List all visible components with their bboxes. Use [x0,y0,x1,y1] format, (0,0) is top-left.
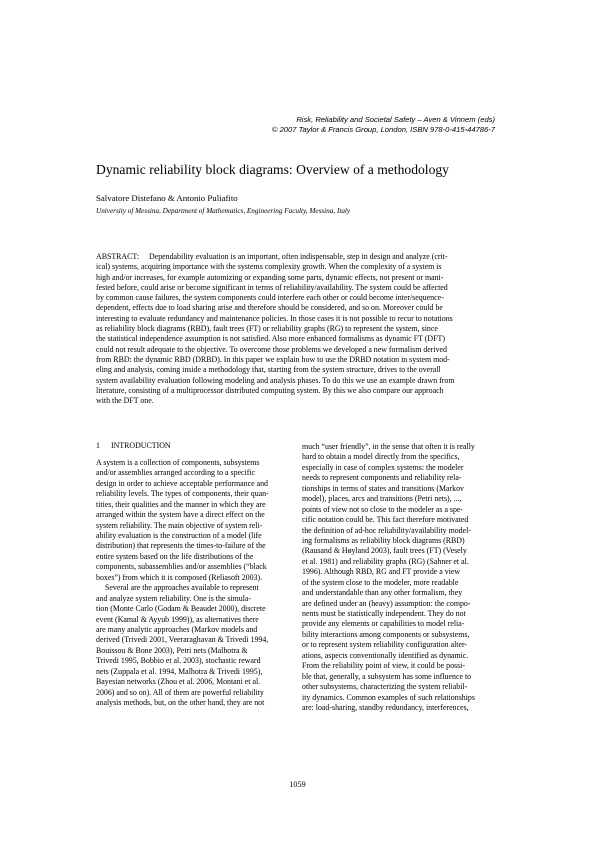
abstract-line: could not result adequate to the objective. To overcome those problems we developed a new formalism derived [96,344,447,354]
body-text-line: points of view not so close to the modeler as a spe- [302,504,464,514]
left-column-body [96,458,290,709]
running-header [272,115,495,135]
abstract [96,252,500,406]
body-text-line: system reliability. The main objective of system reli- [96,520,263,530]
body-text-line: and understandable than any other formalism, they [302,588,463,598]
body-text-line: bility interactions among components or subsystems, [302,629,470,639]
body-text-line: nents must be statistically independent. They do not [302,609,466,618]
abstract-line: ical) systems, acquiring importance with the systems complexity growth. When the complexity of a system is [96,262,442,272]
header-line-2: © 2007 Taylor & Francis Group, London, ISBN 978-0-415-44786-7 [271,125,495,134]
body-text-line: reliability levels. The types of components, their quan- [96,489,269,499]
abstract-text: Dependability evaluation is an important, often indispensable, step in design and analyze (crit- [149,252,448,261]
abstract-line: dependent, effects due to load sharing arise and therefore should be considered, and so on. Moreover could be [96,303,443,313]
body-text-line: Bayesian networks (Zhou et al. 2006, Montani et al. [96,677,261,687]
abstract-line: system availability evaluation following modeling and analysis phases. To do this we use an example drawn from [96,375,455,385]
body-text-line: hard to obtain a model directly from the specifics, [302,452,460,462]
body-text-line: ing formalisms as reliability block diagrams (RBD) [302,535,465,545]
author-affiliation: University of Messina, Department of Mathematics, Engineering Faculty, Messina, Italy [96,207,351,215]
body-text-line: (Rausand & Høyland 2003), fault trees (FT) (Vesely [302,546,467,556]
body-text-line: or to represent system reliability configuration alter- [302,640,468,650]
body-text-line: 2006) and so on). All of them are powerful reliability [96,687,264,697]
body-text-line: ations, aspects conventionally identified as dynamic. [302,650,469,660]
body-text-line: A system is a collection of components, subsystems [96,457,260,467]
section-heading [96,441,290,451]
body-text-line: components, subassemblies and/or assemblies (“black [96,562,267,572]
body-text-line: needs to represent components and reliability rela- [302,473,462,483]
body-text-line: ity dynamics. Common examples of such relationships [302,692,475,702]
body-text-line: arranged within the system have a direct effect on the [96,510,265,520]
body-text-line: Trivedi 1995, Bobbio et al. 2003), stochastic reward [96,656,261,666]
abstract-line: as reliability block diagrams (RBD), fault trees (FT) or reliability graphs (RG) to represent the system, since [96,324,438,334]
body-text-line: nets (Zuppala et al. 1994, Malhotra & Trivedi 1995), [96,666,263,676]
body-text-line: are defined under an (heavy) assumption: the compo- [302,598,471,608]
body-text-line: cific notation could be. This fact therefore motivated [302,515,469,525]
body-text-line: 1996). Although RBD, RG and FT provide a view [302,567,461,577]
paper-authors: Salvatore Distefano & Antonio Puliafito [96,193,238,203]
body-text-line: the definition of ad-hoc reliability/availability model- [302,525,471,535]
body-text-line: and analyze system reliability. One is the simula- [96,593,252,603]
right-column [302,442,499,713]
body-text-line: Several are the approaches available to represent [105,583,259,593]
body-text-line: Bouissou & Bone 2003), Petri nets (Malhotra & [96,645,248,655]
abstract-label: ABSTRACT: [96,252,140,261]
body-text-line: are: load-sharing, standby redundancy, interferences, [302,702,469,712]
body-text-line: ble that, generally, a subsystem has some influence to [302,671,472,681]
body-text-line: entire system based on the life distributions of the [96,551,254,561]
body-text-line: other subsystems, characterizing the system reliabil- [302,682,468,692]
body-text-line: especially in case of complex systems: the modeler [302,462,464,472]
abstract-line: with the DFT one. [96,396,154,406]
abstract-line: the statistical independence assumption is not satisfied. Also more enhanced formalisms as dynamic FT (DFT) [96,334,445,344]
body-text-line: design in order to achieve acceptable performance and [96,478,268,488]
body-text-line: analysis methods, but, on the other hand, they are not [96,698,265,707]
abstract-line: eling and analysis, coming inside a methodology that, starting from the system structure, drives to the overall [96,365,441,375]
body-text-line: derived (Trivedi 2001, Veeraraghavan & Trivedi 1994, [96,635,269,645]
abstract-line: by common cause failures, the system components could interfere each other or could become inter/sequence- [96,293,444,303]
page-number: 1059 [289,780,306,789]
abstract-line: interesting to evaluate redundancy and maintenance policies. In those cases it is not possible to recur to notations [96,313,453,323]
body-text-line: event (Kamal & Ayyub 1999)), as alternatives there [96,614,259,624]
body-text-line: boxes”) from which it is composed (Reliasoft 2003). [96,572,263,582]
abstract-line: literature, consisting of a multiprocessor distributed computing system. By this we also compare our approach [96,385,444,395]
left-column [96,441,290,708]
section-title: INTRODUCTION [111,441,171,450]
body-text-line: ability evaluation is the construction of a model (life [96,531,262,540]
body-text-line: tion (Monte Carlo (Godam & Beaudet 2000), discrete [96,604,266,614]
body-text-line: much “user friendly”, in the sense that often it is really [302,442,475,451]
body-text-line: et al. 1981) and reliability graphs (RG) (Sahner et al. [302,556,469,566]
body-text-line: tities, their qualities and the manner in which they are [96,499,266,509]
body-text-line: of the system close to the modeler, more readable [302,577,459,587]
abstract-line: high and/or increases, for example automizing or expanding some parts, dynamic effects, not present or mani- [96,272,444,282]
body-text-line: From the reliability point of view, it could be possi- [302,661,465,671]
body-text-line: distribution) that represents the times-to-failure of the [96,541,266,551]
section-number: 1 [96,441,100,450]
abstract-line [96,252,500,262]
body-text-line: tionships in terms of states and transitions (Markov [302,483,464,493]
abstract-line: fested before, could arise or become significant in terms of reliability/availability. The system could be affected [96,282,448,292]
abstract-line: from RBD: the dynamic RBD (DRBD). In this paper we explain how to use the DRBD notation in system mod- [96,354,450,364]
body-text-line: and/or assemblies arranged according to a specific [96,468,256,478]
paper-title: Dynamic reliability block diagrams: Overview of a methodology [96,162,449,177]
body-text-line: provide any elements or capabilities to model relia- [302,619,465,629]
body-text-line: are many analytic approaches (Markov models and [96,624,258,634]
body-text-line: model), places, arcs and transitions (Petri nets), ..., [302,494,462,504]
header-line-1: Risk, Reliability and Societal Safety – Aven & Vinnem (eds) [296,115,495,124]
